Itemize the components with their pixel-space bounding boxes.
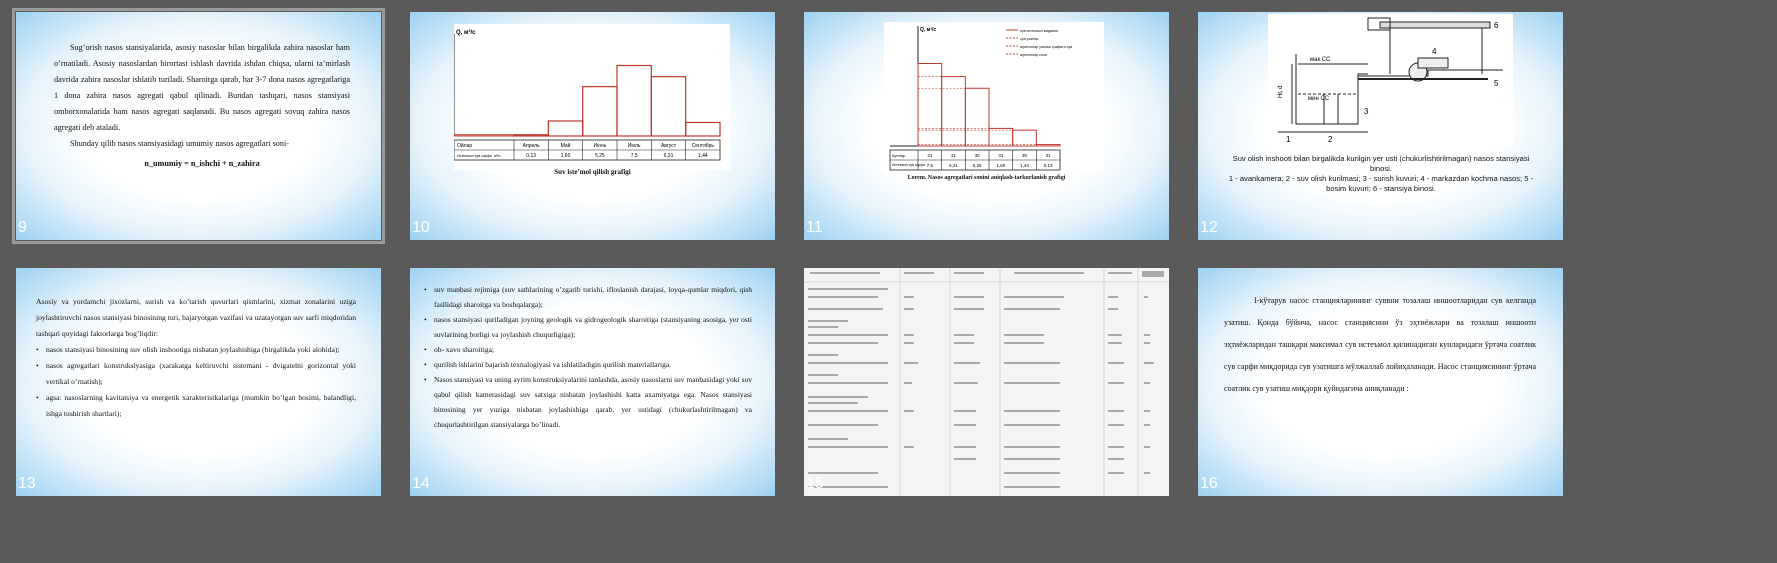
tick-label: Апрель <box>522 143 540 149</box>
slide-thumbnail-15[interactable] <box>804 268 1169 496</box>
slide-number-14: 14 <box>412 475 430 492</box>
label-6: 6 <box>1494 21 1499 30</box>
slide-14-body <box>424 282 752 432</box>
slide-14-bullet-2: • nasos stansiyasi quriladigan joyning geologik va gidrogeologik sharoitiga (stansiyaning asosiga, yer osti suvlarining borligi va joylashish chuqurligiga); <box>424 312 752 342</box>
legend-entry: сув истеъмол жадвали <box>1020 29 1059 33</box>
data-label: 5,25 <box>972 163 982 168</box>
tick-label: 31 <box>950 153 957 158</box>
label-5: 5 <box>1494 79 1499 88</box>
slide-12-caption-title: Suv olish inshooti bilan birgalikda kurilgin yer usti (chukurlishtirilmagan) nasos stansiyasi binosi. <box>1232 154 1530 173</box>
min-level-label: мин СС <box>1308 96 1330 102</box>
data-label: 1,60 <box>560 153 571 159</box>
slide-number-15: 15 <box>806 475 824 492</box>
tick-label: Июнь <box>593 143 607 149</box>
data-label: 1,44 <box>697 153 708 159</box>
tick-label: Сентябрь <box>691 143 715 149</box>
table-header-label: Кунлар <box>892 153 906 158</box>
tick-label: 31 <box>998 153 1004 158</box>
tick-label: Май <box>560 143 571 149</box>
slide-14-bullet-3: • ob- xavo sharoitiga; <box>424 342 752 357</box>
legend-entry: агрегатлар узатиш графиги сув <box>1020 45 1073 49</box>
bar <box>918 64 942 147</box>
slide-thumbnail-9[interactable] <box>16 12 381 240</box>
y-axis-label: Q, м³/с <box>920 27 937 33</box>
slide-14-bullet-5: • Nasos stansiyasi va uning ayrim konstruksiyalarini tanlashda, asosiy nasoslarni suv manbasidagi yoki suv qabul qilish kamerasidagi suv satxiga nisbatan joylashishi katta axamiyatga ega. Nasos stansiyasi binosining yer yuziga nisbatan joylashishiga qarab, yer ustidagi (chukurlashtirilmagan) va chuqurlashtirilgan stansiyalarga bo’linadi. <box>424 372 752 432</box>
slide-thumbnail-10[interactable] <box>410 12 775 240</box>
slide-10-caption: Suv iste’mol qilish grafigi <box>554 168 631 176</box>
pump-station-section-drawing <box>1268 14 1513 146</box>
tick-label: 30 <box>1021 153 1028 158</box>
slide-9-formula: n_umumiy = n_ishchi + n_zahira <box>144 159 260 168</box>
bar <box>514 135 548 136</box>
slide-12-caption-legend: 1 - avankamera; 2 - suv olish kurilmasi; 3 - surish kuvuri; 4 - markazdan kochma nasos; 5 - bosim kuvuri; 6 - stansiya binosi. <box>1228 174 1534 193</box>
slide-thumbnail-14[interactable] <box>410 268 775 496</box>
data-label: 6,31 <box>663 153 674 159</box>
water-consumption-chart <box>454 24 730 170</box>
bar <box>1013 130 1037 146</box>
data-label: 7,5 <box>926 163 933 168</box>
max-level-label: мак СС <box>1310 57 1331 63</box>
slide-number-13: 13 <box>18 475 36 492</box>
slide-number-10: 10 <box>412 219 430 236</box>
slide-9-paragraph-1: Sug’orish nasos stansiyalarida, asosiy nasoslar bilan birgalikda zahira nasoslar ham o’rnatiladi. Asosiy nasoslardan birortasi ishlash davrida ishdan chiqsa, ularni ta’mirlash davrida zahira nasoslar ishlatib turiladi. Sharoitga qarab, har 3-7 dona nasos agregatlariga 1 dona zahira nasos agregati qabul qilinadi. Bundan tashqari, nasos stansiyasi omborxonalarida ham nasos agregati saqlanadi. Bu nasos agregati sovuq zahira nasos agregati deb ataladi. <box>54 43 350 132</box>
bar <box>617 66 651 137</box>
data-label: 7,5 <box>630 153 638 159</box>
slide-12-caption <box>1226 154 1536 194</box>
slide-15-table-image <box>804 268 1169 496</box>
slide-13-bullet-1: • nasos stansiyasi binosining suv olish inshootiga nisbatan joylashishiga (birgalikda yoki alohida); <box>36 342 356 358</box>
y-axis-label: Q, м³/с <box>456 30 476 36</box>
tick-label: 30 <box>974 153 980 158</box>
label-1: 1 <box>1286 135 1291 144</box>
slide-14-bullet-1: • suv manbasi rejimiga (suv sathlarining o’zgarib turishi, ifloslanish darajasi, loyqa-qumlar miqdori, qish fasllidagi sharoitga va boshqalarga); <box>424 282 752 312</box>
label-3: 3 <box>1364 107 1369 116</box>
slide-16-body: I-кўтарув насос станцияларининг суввни тозалаш иншоотларидан сув келганда узатиш. Қонда бўйича, насос станциясини ўз эҳтиёжлари ва тозалаш иншоотн эҳтиёжларидан ташқари максимал сув истеъмол қилинадиган кунларидаги ўртача соатлик сув сарфи миқдорида сув узатишга мўлжаллаб лойиҳаланади. Насос станциясининг ўртача соатлик сув узатиш миқдори қуйидагича аниқланади : <box>1224 296 1536 393</box>
slide-thumbnail-13[interactable] <box>16 268 381 496</box>
bar <box>583 87 617 136</box>
slide-11-caption: Lorem. Nasos agregatlari sonini aniqlash-tarkurlanish grafigi <box>907 175 1066 181</box>
slide-number-9: 9 <box>18 219 27 236</box>
label-4: 4 <box>1432 47 1437 56</box>
table-row-label: Истеъмол сув сарфи <box>892 163 925 167</box>
data-label: 1,44 <box>1020 163 1029 168</box>
slide-13-bullet-2: • nasos agregatlari konstruksiyasiga (xarakatga keltiruvchi sistemani - dvigatelni gorizontal yoki vertikal o’rnatish); <box>36 358 356 390</box>
slide-13-intro: Asosiy va yordamchi jixozlarni, surish va ko’tarish quvurlari qismlarini, xizmat zonalarini uziga joylashtiruvchi nasos stansiyasi binosining turi, bajaryotgan vazifasi va uzatayotgan suv sarfi miqdoridan tashqari quyidagi faktorlarga bog’liqdir: <box>36 297 356 338</box>
tick-label: Июль <box>627 143 641 149</box>
data-label: 6,31 <box>949 163 958 168</box>
tick-label: Август <box>660 143 677 149</box>
slide-13-bullet-3: • agsa: nasoslarning kavitatsiya va energetik xarakteristkalariga (mumkin bo’lgan bosimi, balandligi, ishga tushirish shartlari); <box>36 390 356 422</box>
slide-thumbnail-12[interactable] <box>1198 12 1563 240</box>
slide-thumbnail-16[interactable] <box>1198 268 1563 496</box>
slide-13-body <box>36 294 356 422</box>
bar <box>1036 145 1060 146</box>
section-drawing-svg <box>1268 14 1513 146</box>
chart-10-svg <box>454 24 730 170</box>
data-label: 0,13 <box>1043 163 1053 168</box>
bar <box>965 88 989 146</box>
height-label: Hг, d <box>1278 85 1284 98</box>
bar-lead <box>454 135 514 136</box>
pump-units-chart <box>884 22 1104 172</box>
bar <box>989 128 1013 146</box>
slide-number-16: 16 <box>1200 475 1218 492</box>
table-header-label: Ойлар <box>457 143 473 149</box>
tick-label: 31 <box>927 153 933 158</box>
label-2: 2 <box>1328 135 1333 144</box>
data-label: 1,60 <box>996 163 1006 168</box>
chart-11-svg <box>884 22 1104 172</box>
legend-entry: агрегатлар сони <box>1020 53 1047 57</box>
legend-entry: сув узатиш <box>1020 37 1039 41</box>
slide-9-paragraph-2: Shunday qilib nasos stansiyasidagi umumiy nasos agregatlari soni- <box>70 139 289 148</box>
data-label: 5,25 <box>594 153 605 159</box>
bar <box>548 121 582 136</box>
slide-number-11: 11 <box>806 219 823 236</box>
tick-label: 31 <box>1045 153 1051 158</box>
bar <box>942 77 966 146</box>
data-label: 0,13 <box>526 153 537 159</box>
slide-14-bullet-4: • qurilish ishlarini bajarish texnalogiyasi va ishlatiladigin qurilish materiallariga. <box>424 357 752 372</box>
slide-9-body <box>54 40 350 172</box>
slide-thumbnail-11[interactable] <box>804 12 1169 240</box>
bar <box>651 77 685 136</box>
bar <box>686 122 720 136</box>
table-row-label: Истеъмол сув сарфи, м³/с <box>457 154 501 158</box>
slide-number-12: 12 <box>1200 219 1218 236</box>
